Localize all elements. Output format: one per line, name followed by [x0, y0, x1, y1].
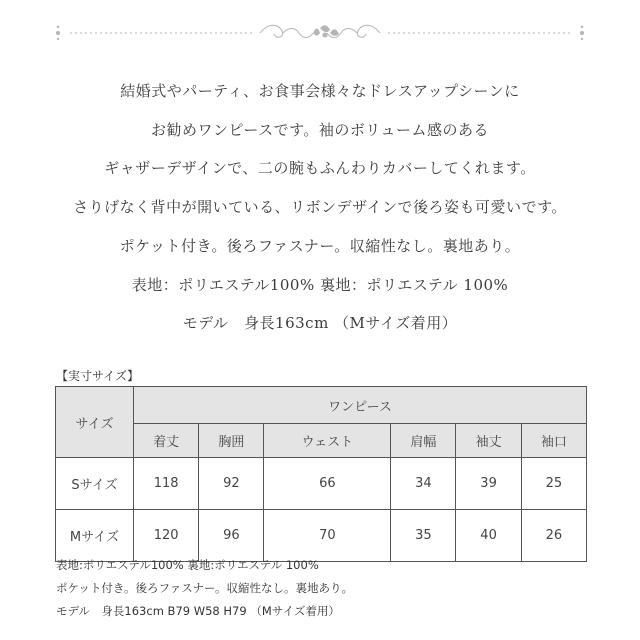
ornament-divider-icon: [0, 18, 640, 48]
column-header-cell: 袖丈: [456, 424, 521, 458]
table-cell: 70: [264, 510, 391, 562]
table-cell: 118: [134, 458, 199, 510]
column-header-cell: 胸囲: [199, 424, 264, 458]
table-cell: 120: [134, 510, 199, 562]
column-header-cell: 肩幅: [391, 424, 456, 458]
group-header-cell: ワンピース: [134, 387, 587, 424]
description-line: お勧めワンピースです。袖のボリューム感のある: [150, 120, 489, 139]
table-row: [56, 458, 587, 510]
description-line: ポケット付き。後ろファスナー。収縮性なし。裏地あり。: [119, 236, 521, 255]
table-cell: 96: [199, 510, 264, 562]
table-cell: 92: [199, 458, 264, 510]
footer-line: モデル 身長163cm B79 W58 H79 （Mサイズ着用）: [56, 604, 340, 618]
description-line: 結婚式やパーティ、お食事会様々なドレスアップシーンに: [120, 82, 520, 100]
size-table-caption: 【実寸サイズ】: [56, 369, 140, 383]
description-line: さりげなく背中が開いている、リボンデザインで後ろ姿も可愛いです。: [73, 198, 567, 217]
description-line: ギャザーデザインで、二の腕もふんわりカバーしてくれます。: [104, 159, 536, 178]
product-description: [0, 72, 640, 343]
size-header-cell: サイズ: [56, 387, 134, 458]
table-cell: 39: [456, 458, 521, 510]
description-line: 表地：ポリエステル100% 裏地：ポリエステル 100%: [131, 275, 509, 294]
table-cell: 66: [264, 458, 391, 510]
table-cell: 25: [521, 458, 586, 510]
table-cell: 34: [391, 458, 456, 510]
column-header-cell: 袖口: [521, 424, 586, 458]
footer-line: ポケット付き。後ろファスナー。収縮性なし。裏地あり。: [56, 581, 354, 595]
column-header-cell: ウェスト: [264, 424, 391, 458]
table-cell: 40: [456, 510, 521, 562]
column-header-cell: 着丈: [134, 424, 199, 458]
footer-line: 表地:ポリエステル100% 裏地:ポリエステル 100%: [56, 558, 319, 572]
size-label-cell: Sサイズ: [56, 458, 134, 510]
table-cell: 35: [391, 510, 456, 562]
description-line: モデル 身長163cm （Mサイズ着用）: [182, 314, 458, 333]
table-cell: 26: [521, 510, 586, 562]
size-label-cell: Mサイズ: [56, 510, 134, 562]
footer-notes: [56, 554, 353, 623]
size-table: [55, 386, 587, 562]
